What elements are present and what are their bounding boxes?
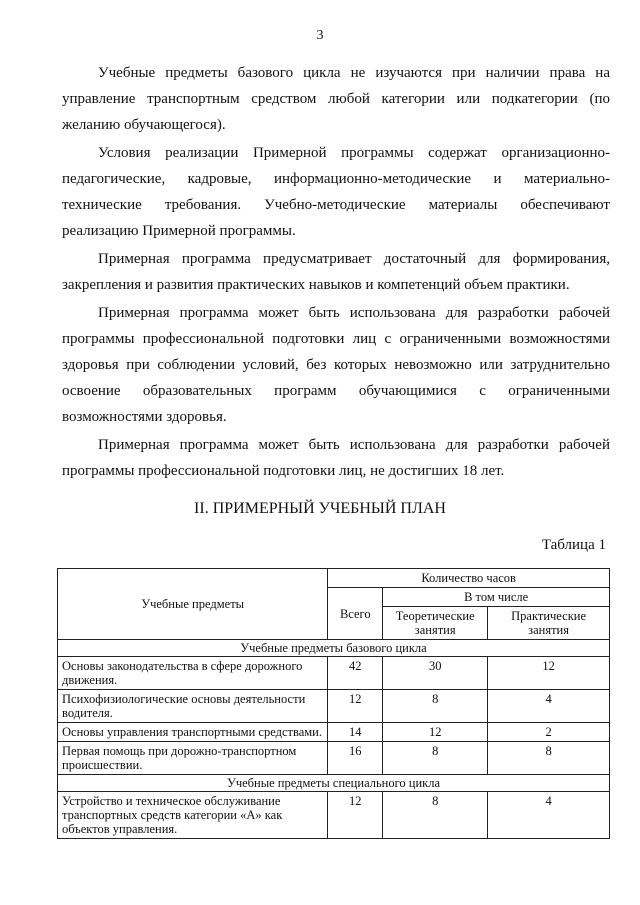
paragraph-3-text: Примерная программа предусматривает достаточный для формирования, закрепления и развития практических навыков и компетенций объем практики. — [62, 251, 610, 293]
paragraph-1-text: Учебные предметы базового цикла не изучаются при наличии права на управление транспортным средством любой категории или подкатегории (по желанию обучающегося). — [62, 65, 610, 133]
section-title: II. ПРИМЕРНЫЙ УЧЕБНЫЙ ПЛАН — [194, 500, 446, 517]
section-special-cycle: Учебные предметы специального цикла — [58, 775, 610, 792]
table-header-row — [58, 569, 610, 588]
table-row — [58, 690, 610, 723]
paragraph-5-text: Примерная программа может быть использована для разработки рабочей программы профессиональной подготовки лиц, не достигших 18 лет. — [62, 437, 610, 479]
cell-subject: Основы законодательства в сфере дорожного движения. — [58, 657, 328, 690]
curriculum-table — [57, 568, 610, 839]
header-total: Всего — [328, 588, 383, 640]
header-theory: Теоретические занятия — [383, 607, 488, 640]
cell-total: 42 — [328, 657, 383, 690]
cell-total: 12 — [328, 690, 383, 723]
table-row — [58, 742, 610, 775]
paragraph-5 — [62, 432, 610, 484]
cell-total: 14 — [328, 723, 383, 742]
cell-practice: 12 — [488, 657, 610, 690]
paragraph-4-text: Примерная программа может быть использована для разработки рабочей программы профессиональной подготовки лиц с ограниченными возможностями здоровья при соблюдении условий, без которых невозможно или затруднительно освоение образовательных программ обучающимися с ограниченными возможностями здоровья. — [62, 305, 610, 425]
cell-practice: 2 — [488, 723, 610, 742]
table-row — [58, 657, 610, 690]
table-row — [58, 792, 610, 839]
table-caption: Таблица 1 — [541, 537, 606, 553]
paragraph-4 — [62, 300, 610, 430]
paragraph-1 — [62, 60, 610, 138]
cell-theory: 8 — [383, 792, 488, 839]
cell-practice: 4 — [488, 792, 610, 839]
cell-total: 12 — [328, 792, 383, 839]
table-section-row — [58, 640, 610, 657]
cell-theory: 8 — [383, 690, 488, 723]
header-hours: Количество часов — [328, 569, 610, 588]
page-number: 3 — [316, 28, 324, 43]
paragraph-2-text: Условия реализации Примерной программы содержат организационно-педагогические, кадровые, информационно-методические и материально-технические требования. Учебно-методические материалы обеспечивают реализацию Примерной программы. — [62, 145, 610, 239]
paragraph-2 — [62, 140, 610, 244]
cell-subject: Первая помощь при дорожно-транспортном происшествии. — [58, 742, 328, 775]
cell-practice: 4 — [488, 690, 610, 723]
cell-subject: Устройство и техническое обслуживание транспортных средств категории «А» как объектов управления. — [58, 792, 328, 839]
cell-practice: 8 — [488, 742, 610, 775]
cell-theory: 30 — [383, 657, 488, 690]
section-basic-cycle: Учебные предметы базового цикла — [58, 640, 610, 657]
paragraph-3 — [62, 246, 610, 298]
header-including: В том числе — [383, 588, 610, 607]
header-practice: Практические занятия — [488, 607, 610, 640]
header-subjects: Учебные предметы — [58, 569, 328, 640]
cell-subject: Психофизиологические основы деятельности водителя. — [58, 690, 328, 723]
table-row — [58, 723, 610, 742]
table-section-row — [58, 775, 610, 792]
cell-total: 16 — [328, 742, 383, 775]
cell-theory: 8 — [383, 742, 488, 775]
cell-theory: 12 — [383, 723, 488, 742]
cell-subject: Основы управления транспортными средствами. — [58, 723, 328, 742]
